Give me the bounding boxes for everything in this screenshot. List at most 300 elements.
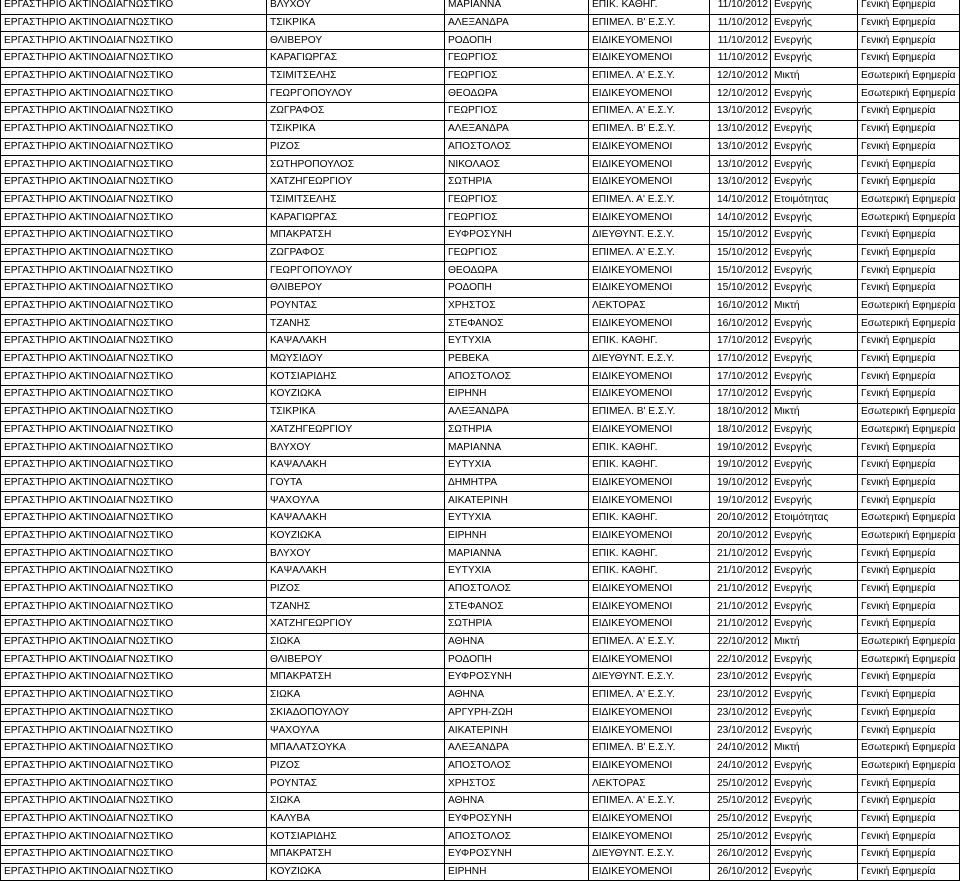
firstname-cell[interactable]: ΑΘΗΝΑ	[445, 686, 589, 704]
department-cell[interactable]: ΕΡΓΑΣΤΗΡΙΟ ΑΚΤΙΝΟΔΙΑΓΝΩΣΤΙΚΟ	[1, 846, 267, 864]
duty-type-cell[interactable]: Μικτή	[771, 297, 858, 315]
duty-type-cell[interactable]: Ενεργής	[771, 598, 858, 616]
surname-cell[interactable]: ΧΑΤΖΗΓΕΩΡΓΙΟΥ	[267, 616, 445, 634]
date-cell[interactable]: 13/10/2012	[710, 103, 771, 121]
department-cell[interactable]: ΕΡΓΑΣΤΗΡΙΟ ΑΚΤΙΝΟΔΙΑΓΝΩΣΤΙΚΟ	[1, 103, 267, 121]
date-cell[interactable]: 18/10/2012	[710, 403, 771, 421]
duty-category-cell[interactable]: Εσωτερική Εφημερία	[858, 509, 960, 527]
duty-type-cell[interactable]: Ενεργής	[771, 333, 858, 351]
duty-category-cell[interactable]: Γενική Εφημερία	[858, 368, 960, 386]
date-cell[interactable]: 13/10/2012	[710, 156, 771, 174]
position-cell[interactable]: ΕΙΔΙΚΕΥΟΜΕΝΟΙ	[589, 156, 710, 174]
duty-category-cell[interactable]: Γενική Εφημερία	[858, 704, 960, 722]
department-cell[interactable]: ΕΡΓΑΣΤΗΡΙΟ ΑΚΤΙΝΟΔΙΑΓΝΩΣΤΙΚΟ	[1, 492, 267, 510]
department-cell[interactable]: ΕΡΓΑΣΤΗΡΙΟ ΑΚΤΙΝΟΔΙΑΓΝΩΣΤΙΚΟ	[1, 828, 267, 846]
department-cell[interactable]: ΕΡΓΑΣΤΗΡΙΟ ΑΚΤΙΝΟΔΙΑΓΝΩΣΤΙΚΟ	[1, 792, 267, 810]
duty-type-cell[interactable]: Ενεργής	[771, 757, 858, 775]
duty-category-cell[interactable]: Γενική Εφημερία	[858, 244, 960, 262]
duty-category-cell[interactable]: Γενική Εφημερία	[858, 686, 960, 704]
duty-type-cell[interactable]: Ενεργής	[771, 32, 858, 50]
firstname-cell[interactable]: ΑΛΕΞΑΝΔΡΑ	[445, 14, 589, 32]
date-cell[interactable]: 17/10/2012	[710, 386, 771, 404]
surname-cell[interactable]: ΚΑΨΑΛΑΚΗ	[267, 509, 445, 527]
department-cell[interactable]: ΕΡΓΑΣΤΗΡΙΟ ΑΚΤΙΝΟΔΙΑΓΝΩΣΤΙΚΟ	[1, 138, 267, 156]
firstname-cell[interactable]: ΓΕΩΡΓΙΟΣ	[445, 191, 589, 209]
surname-cell[interactable]: ΘΛΙΒΕΡΟΥ	[267, 651, 445, 669]
date-cell[interactable]: 17/10/2012	[710, 368, 771, 386]
surname-cell[interactable]: ΜΠΑΛΑΤΣΟΥΚΑ	[267, 739, 445, 757]
department-cell[interactable]: ΕΡΓΑΣΤΗΡΙΟ ΑΚΤΙΝΟΔΙΑΓΝΩΣΤΙΚΟ	[1, 403, 267, 421]
position-cell[interactable]: ΕΙΔΙΚΕΥΟΜΕΝΟΙ	[589, 138, 710, 156]
duty-category-cell[interactable]: Γενική Εφημερία	[858, 456, 960, 474]
position-cell[interactable]: ΕΙΔΙΚΕΥΟΜΕΝΟΙ	[589, 421, 710, 439]
department-cell[interactable]: ΕΡΓΑΣΤΗΡΙΟ ΑΚΤΙΝΟΔΙΑΓΝΩΣΤΙΚΟ	[1, 545, 267, 563]
duty-category-cell[interactable]: Γενική Εφημερία	[858, 350, 960, 368]
duty-category-cell[interactable]: Γενική Εφημερία	[858, 138, 960, 156]
position-cell[interactable]: ΕΙΔΙΚΕΥΟΜΕΝΟΙ	[589, 368, 710, 386]
date-cell[interactable]: 11/10/2012	[710, 50, 771, 68]
department-cell[interactable]: ΕΡΓΑΣΤΗΡΙΟ ΑΚΤΙΝΟΔΙΑΓΝΩΣΤΙΚΟ	[1, 474, 267, 492]
position-cell[interactable]: ΕΠΙΜΕΛ. Β' Ε.Σ.Υ.	[589, 403, 710, 421]
date-cell[interactable]: 24/10/2012	[710, 757, 771, 775]
duty-type-cell[interactable]: Ενεργής	[771, 226, 858, 244]
duty-category-cell[interactable]: Εσωτερική Εφημερία	[858, 757, 960, 775]
surname-cell[interactable]: ΤΖΑΝΗΣ	[267, 315, 445, 333]
firstname-cell[interactable]: ΣΤΕΦΑΝΟΣ	[445, 315, 589, 333]
position-cell[interactable]: ΕΙΔΙΚΕΥΟΜΕΝΟΙ	[589, 704, 710, 722]
duty-type-cell[interactable]: Ενεργής	[771, 209, 858, 227]
duty-category-cell[interactable]: Γενική Εφημερία	[858, 32, 960, 50]
firstname-cell[interactable]: ΕΥΤΥΧΙΑ	[445, 563, 589, 581]
department-cell[interactable]: ΕΡΓΑΣΤΗΡΙΟ ΑΚΤΙΝΟΔΙΑΓΝΩΣΤΙΚΟ	[1, 191, 267, 209]
position-cell[interactable]: ΕΙΔΙΚΕΥΟΜΕΝΟΙ	[589, 492, 710, 510]
firstname-cell[interactable]: ΡΟΔΟΠΗ	[445, 32, 589, 50]
department-cell[interactable]: ΕΡΓΑΣΤΗΡΙΟ ΑΚΤΙΝΟΔΙΑΓΝΩΣΤΙΚΟ	[1, 722, 267, 740]
firstname-cell[interactable]: ΝΙΚΟΛΑΟΣ	[445, 156, 589, 174]
position-cell[interactable]: ΕΠΙΚ. ΚΑΘΗΓ.	[589, 545, 710, 563]
date-cell[interactable]: 13/10/2012	[710, 138, 771, 156]
date-cell[interactable]: 26/10/2012	[710, 846, 771, 864]
department-cell[interactable]: ΕΡΓΑΣΤΗΡΙΟ ΑΚΤΙΝΟΔΙΑΓΝΩΣΤΙΚΟ	[1, 209, 267, 227]
position-cell[interactable]: ΕΙΔΙΚΕΥΟΜΕΝΟΙ	[589, 173, 710, 191]
firstname-cell[interactable]: ΕΙΡΗΝΗ	[445, 527, 589, 545]
date-cell[interactable]: 14/10/2012	[710, 191, 771, 209]
surname-cell[interactable]: ΘΛΙΒΕΡΟΥ	[267, 32, 445, 50]
duty-type-cell[interactable]: Μικτή	[771, 739, 858, 757]
duty-category-cell[interactable]: Εσωτερική Εφημερία	[858, 739, 960, 757]
surname-cell[interactable]: ΤΣΙΚΡΙΚΑ	[267, 14, 445, 32]
department-cell[interactable]: ΕΡΓΑΣΤΗΡΙΟ ΑΚΤΙΝΟΔΙΑΓΝΩΣΤΙΚΟ	[1, 244, 267, 262]
duty-category-cell[interactable]: Γενική Εφημερία	[858, 280, 960, 298]
surname-cell[interactable]: ΣΚΙΑΔΟΠΟΥΛΟΥ	[267, 704, 445, 722]
position-cell[interactable]: ΔΙΕΥΘΥΝΤ. Ε.Σ.Υ.	[589, 350, 710, 368]
duty-type-cell[interactable]: Ενεργής	[771, 156, 858, 174]
duty-type-cell[interactable]: Ενεργής	[771, 244, 858, 262]
firstname-cell[interactable]: ΕΥΦΡΟΣΥΝΗ	[445, 226, 589, 244]
surname-cell[interactable]: ΓΕΩΡΓΟΠΟΥΛΟΥ	[267, 262, 445, 280]
date-cell[interactable]: 20/10/2012	[710, 509, 771, 527]
surname-cell[interactable]: ΚΟΥΖΙΩΚΑ	[267, 863, 445, 881]
firstname-cell[interactable]: ΡΟΔΟΠΗ	[445, 651, 589, 669]
surname-cell[interactable]: ΘΛΙΒΕΡΟΥ	[267, 280, 445, 298]
duty-type-cell[interactable]: Μικτή	[771, 403, 858, 421]
position-cell[interactable]: ΕΠΙΜΕΛ. Α' Ε.Σ.Υ.	[589, 244, 710, 262]
surname-cell[interactable]: ΚΟΥΖΙΩΚΑ	[267, 386, 445, 404]
position-cell[interactable]: ΕΠΙΜΕΛ. Α' Ε.Σ.Υ.	[589, 792, 710, 810]
position-cell[interactable]: ΕΙΔΙΚΕΥΟΜΕΝΟΙ	[589, 315, 710, 333]
firstname-cell[interactable]: ΕΥΦΡΟΣΥΝΗ	[445, 669, 589, 687]
firstname-cell[interactable]: ΔΗΜΗΤΡΑ	[445, 474, 589, 492]
department-cell[interactable]: ΕΡΓΑΣΤΗΡΙΟ ΑΚΤΙΝΟΔΙΑΓΝΩΣΤΙΚΟ	[1, 32, 267, 50]
duty-type-cell[interactable]: Ενεργής	[771, 262, 858, 280]
date-cell[interactable]: 19/10/2012	[710, 492, 771, 510]
surname-cell[interactable]: ΒΛΥΧΟΥ	[267, 0, 445, 14]
surname-cell[interactable]: ΧΑΤΖΗΓΕΩΡΓΙΟΥ	[267, 421, 445, 439]
position-cell[interactable]: ΕΙΔΙΚΕΥΟΜΕΝΟΙ	[589, 757, 710, 775]
firstname-cell[interactable]: ΑΛΕΞΑΝΔΡΑ	[445, 739, 589, 757]
department-cell[interactable]: ΕΡΓΑΣΤΗΡΙΟ ΑΚΤΙΝΟΔΙΑΓΝΩΣΤΙΚΟ	[1, 651, 267, 669]
department-cell[interactable]: ΕΡΓΑΣΤΗΡΙΟ ΑΚΤΙΝΟΔΙΑΓΝΩΣΤΙΚΟ	[1, 775, 267, 793]
firstname-cell[interactable]: ΕΥΦΡΟΣΥΝΗ	[445, 810, 589, 828]
position-cell[interactable]: ΕΠΙΚ. ΚΑΘΗΓ.	[589, 563, 710, 581]
position-cell[interactable]: ΕΙΔΙΚΕΥΟΜΕΝΟΙ	[589, 32, 710, 50]
department-cell[interactable]: ΕΡΓΑΣΤΗΡΙΟ ΑΚΤΙΝΟΔΙΑΓΝΩΣΤΙΚΟ	[1, 704, 267, 722]
duty-category-cell[interactable]: Εσωτερική Εφημερία	[858, 67, 960, 85]
date-cell[interactable]: 21/10/2012	[710, 580, 771, 598]
department-cell[interactable]: ΕΡΓΑΣΤΗΡΙΟ ΑΚΤΙΝΟΔΙΑΓΝΩΣΤΙΚΟ	[1, 156, 267, 174]
date-cell[interactable]: 21/10/2012	[710, 563, 771, 581]
duty-type-cell[interactable]: Ενεργής	[771, 439, 858, 457]
firstname-cell[interactable]: ΘΕΟΔΩΡΑ	[445, 85, 589, 103]
position-cell[interactable]: ΔΙΕΥΘΥΝΤ. Ε.Σ.Υ.	[589, 669, 710, 687]
duty-category-cell[interactable]: Γενική Εφημερία	[858, 262, 960, 280]
department-cell[interactable]: ΕΡΓΑΣΤΗΡΙΟ ΑΚΤΙΝΟΔΙΑΓΝΩΣΤΙΚΟ	[1, 580, 267, 598]
duty-category-cell[interactable]: Γενική Εφημερία	[858, 386, 960, 404]
duty-category-cell[interactable]: Εσωτερική Εφημερία	[858, 403, 960, 421]
position-cell[interactable]: ΕΠΙΜΕΛ. Α' Ε.Σ.Υ.	[589, 686, 710, 704]
surname-cell[interactable]: ΣΙΩΚΑ	[267, 792, 445, 810]
surname-cell[interactable]: ΚΑΨΑΛΑΚΗ	[267, 333, 445, 351]
date-cell[interactable]: 21/10/2012	[710, 616, 771, 634]
duty-category-cell[interactable]: Εσωτερική Εφημερία	[858, 191, 960, 209]
department-cell[interactable]: ΕΡΓΑΣΤΗΡΙΟ ΑΚΤΙΝΟΔΙΑΓΝΩΣΤΙΚΟ	[1, 333, 267, 351]
duty-category-cell[interactable]: Γενική Εφημερία	[858, 722, 960, 740]
surname-cell[interactable]: ΜΩΥΣΙΔΟΥ	[267, 350, 445, 368]
firstname-cell[interactable]: ΡΟΔΟΠΗ	[445, 280, 589, 298]
department-cell[interactable]: ΕΡΓΑΣΤΗΡΙΟ ΑΚΤΙΝΟΔΙΑΓΝΩΣΤΙΚΟ	[1, 527, 267, 545]
date-cell[interactable]: 11/10/2012	[710, 32, 771, 50]
firstname-cell[interactable]: ΑΙΚΑΤΕΡΙΝΗ	[445, 492, 589, 510]
duty-category-cell[interactable]: Γενική Εφημερία	[858, 120, 960, 138]
duty-category-cell[interactable]: Εσωτερική Εφημερία	[858, 421, 960, 439]
surname-cell[interactable]: ΤΣΙΜΙΤΣΕΛΗΣ	[267, 67, 445, 85]
duty-category-cell[interactable]: Γενική Εφημερία	[858, 173, 960, 191]
position-cell[interactable]: ΕΠΙΚ. ΚΑΘΗΓ.	[589, 0, 710, 14]
surname-cell[interactable]: ΜΠΑΚΡΑΤΣΗ	[267, 846, 445, 864]
surname-cell[interactable]: ΚΑΡΑΓΙΩΡΓΑΣ	[267, 50, 445, 68]
department-cell[interactable]: ΕΡΓΑΣΤΗΡΙΟ ΑΚΤΙΝΟΔΙΑΓΝΩΣΤΙΚΟ	[1, 173, 267, 191]
duty-type-cell[interactable]: Ενεργής	[771, 527, 858, 545]
firstname-cell[interactable]: ΣΩΤΗΡΙΑ	[445, 173, 589, 191]
firstname-cell[interactable]: ΑΛΕΞΑΝΔΡΑ	[445, 403, 589, 421]
surname-cell[interactable]: ΣΙΩΚΑ	[267, 633, 445, 651]
date-cell[interactable]: 23/10/2012	[710, 704, 771, 722]
position-cell[interactable]: ΕΙΔΙΚΕΥΟΜΕΝΟΙ	[589, 50, 710, 68]
duty-type-cell[interactable]: Ενεργής	[771, 775, 858, 793]
duty-category-cell[interactable]: Εσωτερική Εφημερία	[858, 651, 960, 669]
position-cell[interactable]: ΕΠΙΜΕΛ. Β' Ε.Σ.Υ.	[589, 739, 710, 757]
duty-type-cell[interactable]: Ενεργής	[771, 492, 858, 510]
position-cell[interactable]: ΕΠΙΜΕΛ. Α' Ε.Σ.Υ.	[589, 67, 710, 85]
duty-category-cell[interactable]: Γενική Εφημερία	[858, 792, 960, 810]
department-cell[interactable]: ΕΡΓΑΣΤΗΡΙΟ ΑΚΤΙΝΟΔΙΑΓΝΩΣΤΙΚΟ	[1, 810, 267, 828]
surname-cell[interactable]: ΒΛΥΧΟΥ	[267, 545, 445, 563]
duty-category-cell[interactable]: Γενική Εφημερία	[858, 492, 960, 510]
duty-type-cell[interactable]: Μικτή	[771, 67, 858, 85]
surname-cell[interactable]: ΓΟΥΤΑ	[267, 474, 445, 492]
date-cell[interactable]: 25/10/2012	[710, 775, 771, 793]
duty-category-cell[interactable]: Εσωτερική Εφημερία	[858, 209, 960, 227]
date-cell[interactable]: 21/10/2012	[710, 598, 771, 616]
duty-type-cell[interactable]: Ενεργής	[771, 280, 858, 298]
date-cell[interactable]: 12/10/2012	[710, 67, 771, 85]
duty-category-cell[interactable]: Γενική Εφημερία	[858, 50, 960, 68]
position-cell[interactable]: ΕΙΔΙΚΕΥΟΜΕΝΟΙ	[589, 828, 710, 846]
firstname-cell[interactable]: ΓΕΩΡΓΙΟΣ	[445, 67, 589, 85]
duty-type-cell[interactable]: Μικτή	[771, 633, 858, 651]
position-cell[interactable]: ΕΙΔΙΚΕΥΟΜΕΝΟΙ	[589, 616, 710, 634]
firstname-cell[interactable]: ΜΑΡΙΑΝΝΑ	[445, 0, 589, 14]
duty-type-cell[interactable]: Ενεργής	[771, 386, 858, 404]
firstname-cell[interactable]: ΕΥΤΥΧΙΑ	[445, 333, 589, 351]
duty-category-cell[interactable]: Γενική Εφημερία	[858, 775, 960, 793]
firstname-cell[interactable]: ΕΥΤΥΧΙΑ	[445, 509, 589, 527]
duty-type-cell[interactable]: Ενεργής	[771, 686, 858, 704]
duty-category-cell[interactable]: Γενική Εφημερία	[858, 863, 960, 881]
date-cell[interactable]: 14/10/2012	[710, 209, 771, 227]
firstname-cell[interactable]: ΕΙΡΗΝΗ	[445, 863, 589, 881]
duty-type-cell[interactable]: Ενεργής	[771, 863, 858, 881]
department-cell[interactable]: ΕΡΓΑΣΤΗΡΙΟ ΑΚΤΙΝΟΔΙΑΓΝΩΣΤΙΚΟ	[1, 67, 267, 85]
surname-cell[interactable]: ΜΠΑΚΡΑΤΣΗ	[267, 669, 445, 687]
date-cell[interactable]: 15/10/2012	[710, 262, 771, 280]
position-cell[interactable]: ΕΠΙΜΕΛ. Β' Ε.Σ.Υ.	[589, 14, 710, 32]
duty-type-cell[interactable]: Ενεργής	[771, 103, 858, 121]
department-cell[interactable]: ΕΡΓΑΣΤΗΡΙΟ ΑΚΤΙΝΟΔΙΑΓΝΩΣΤΙΚΟ	[1, 14, 267, 32]
position-cell[interactable]: ΕΙΔΙΚΕΥΟΜΕΝΟΙ	[589, 527, 710, 545]
surname-cell[interactable]: ΤΖΑΝΗΣ	[267, 598, 445, 616]
duty-type-cell[interactable]: Ενεργής	[771, 138, 858, 156]
position-cell[interactable]: ΛΕΚΤΟΡΑΣ	[589, 297, 710, 315]
surname-cell[interactable]: ΨΑΧΟΥΛΑ	[267, 722, 445, 740]
department-cell[interactable]: ΕΡΓΑΣΤΗΡΙΟ ΑΚΤΙΝΟΔΙΑΓΝΩΣΤΙΚΟ	[1, 739, 267, 757]
surname-cell[interactable]: ΖΩΓΡΑΦΟΣ	[267, 103, 445, 121]
position-cell[interactable]: ΕΠΙΜΕΛ. Α' Ε.Σ.Υ.	[589, 103, 710, 121]
department-cell[interactable]: ΕΡΓΑΣΤΗΡΙΟ ΑΚΤΙΝΟΔΙΑΓΝΩΣΤΙΚΟ	[1, 757, 267, 775]
position-cell[interactable]: ΕΠΙΚ. ΚΑΘΗΓ.	[589, 509, 710, 527]
firstname-cell[interactable]: ΓΕΩΡΓΙΟΣ	[445, 244, 589, 262]
position-cell[interactable]: ΕΙΔΙΚΕΥΟΜΕΝΟΙ	[589, 280, 710, 298]
duty-category-cell[interactable]: Γενική Εφημερία	[858, 439, 960, 457]
surname-cell[interactable]: ΚΑΨΑΛΑΚΗ	[267, 563, 445, 581]
department-cell[interactable]: ΕΡΓΑΣΤΗΡΙΟ ΑΚΤΙΝΟΔΙΑΓΝΩΣΤΙΚΟ	[1, 669, 267, 687]
position-cell[interactable]: ΕΙΔΙΚΕΥΟΜΕΝΟΙ	[589, 722, 710, 740]
firstname-cell[interactable]: ΕΥΦΡΟΣΥΝΗ	[445, 846, 589, 864]
department-cell[interactable]: ΕΡΓΑΣΤΗΡΙΟ ΑΚΤΙΝΟΔΙΑΓΝΩΣΤΙΚΟ	[1, 863, 267, 881]
date-cell[interactable]: 17/10/2012	[710, 333, 771, 351]
date-cell[interactable]: 23/10/2012	[710, 686, 771, 704]
duty-type-cell[interactable]: Ενεργής	[771, 421, 858, 439]
firstname-cell[interactable]: ΑΠΟΣΤΟΛΟΣ	[445, 368, 589, 386]
duty-category-cell[interactable]: Εσωτερική Εφημερία	[858, 297, 960, 315]
duty-type-cell[interactable]: Ενεργής	[771, 792, 858, 810]
position-cell[interactable]: ΕΙΔΙΚΕΥΟΜΕΝΟΙ	[589, 386, 710, 404]
duty-type-cell[interactable]: Ενεργής	[771, 669, 858, 687]
duty-type-cell[interactable]: Ετοιμότητας	[771, 509, 858, 527]
surname-cell[interactable]: ΨΑΧΟΥΛΑ	[267, 492, 445, 510]
position-cell[interactable]: ΕΠΙΜΕΛ. Α' Ε.Σ.Υ.	[589, 633, 710, 651]
surname-cell[interactable]: ΚΟΤΣΙΑΡΙΔΗΣ	[267, 368, 445, 386]
position-cell[interactable]: ΛΕΚΤΟΡΑΣ	[589, 775, 710, 793]
date-cell[interactable]: 19/10/2012	[710, 474, 771, 492]
duty-category-cell[interactable]: Γενική Εφημερία	[858, 333, 960, 351]
surname-cell[interactable]: ΜΠΑΚΡΑΤΣΗ	[267, 226, 445, 244]
duty-type-cell[interactable]: Ενεργής	[771, 120, 858, 138]
duty-type-cell[interactable]: Ενεργής	[771, 810, 858, 828]
position-cell[interactable]: ΕΙΔΙΚΕΥΟΜΕΝΟΙ	[589, 598, 710, 616]
surname-cell[interactable]: ΣΙΩΚΑ	[267, 686, 445, 704]
date-cell[interactable]: 16/10/2012	[710, 315, 771, 333]
date-cell[interactable]: 23/10/2012	[710, 669, 771, 687]
duty-category-cell[interactable]: Γενική Εφημερία	[858, 545, 960, 563]
date-cell[interactable]: 25/10/2012	[710, 828, 771, 846]
position-cell[interactable]: ΔΙΕΥΘΥΝΤ. Ε.Σ.Υ.	[589, 846, 710, 864]
duty-category-cell[interactable]: Εσωτερική Εφημερία	[858, 315, 960, 333]
duty-category-cell[interactable]: Γενική Εφημερία	[858, 156, 960, 174]
date-cell[interactable]: 22/10/2012	[710, 633, 771, 651]
duty-category-cell[interactable]: Γενική Εφημερία	[858, 828, 960, 846]
date-cell[interactable]: 20/10/2012	[710, 527, 771, 545]
duty-type-cell[interactable]: Ενεργής	[771, 651, 858, 669]
duty-category-cell[interactable]: Γενική Εφημερία	[858, 474, 960, 492]
duty-type-cell[interactable]: Ενεργής	[771, 368, 858, 386]
date-cell[interactable]: 11/10/2012	[710, 0, 771, 14]
duty-category-cell[interactable]: Γενική Εφημερία	[858, 616, 960, 634]
date-cell[interactable]: 15/10/2012	[710, 280, 771, 298]
surname-cell[interactable]: ΒΛΥΧΟΥ	[267, 439, 445, 457]
duty-category-cell[interactable]: Γενική Εφημερία	[858, 226, 960, 244]
duty-category-cell[interactable]: Εσωτερική Εφημερία	[858, 633, 960, 651]
department-cell[interactable]: ΕΡΓΑΣΤΗΡΙΟ ΑΚΤΙΝΟΔΙΑΓΝΩΣΤΙΚΟ	[1, 686, 267, 704]
duty-type-cell[interactable]: Ετοιμότητας	[771, 191, 858, 209]
surname-cell[interactable]: ΧΑΤΖΗΓΕΩΡΓΙΟΥ	[267, 173, 445, 191]
department-cell[interactable]: ΕΡΓΑΣΤΗΡΙΟ ΑΚΤΙΝΟΔΙΑΓΝΩΣΤΙΚΟ	[1, 0, 267, 14]
duty-category-cell[interactable]: Γενική Εφημερία	[858, 103, 960, 121]
duty-type-cell[interactable]: Ενεργής	[771, 50, 858, 68]
firstname-cell[interactable]: ΜΑΡΙΑΝΝΑ	[445, 439, 589, 457]
department-cell[interactable]: ΕΡΓΑΣΤΗΡΙΟ ΑΚΤΙΝΟΔΙΑΓΝΩΣΤΙΚΟ	[1, 633, 267, 651]
position-cell[interactable]: ΕΙΔΙΚΕΥΟΜΕΝΟΙ	[589, 863, 710, 881]
firstname-cell[interactable]: ΑΠΟΣΤΟΛΟΣ	[445, 580, 589, 598]
date-cell[interactable]: 24/10/2012	[710, 739, 771, 757]
duty-type-cell[interactable]: Ενεργής	[771, 0, 858, 14]
date-cell[interactable]: 15/10/2012	[710, 244, 771, 262]
position-cell[interactable]: ΕΠΙΜΕΛ. Α' Ε.Σ.Υ.	[589, 191, 710, 209]
firstname-cell[interactable]: ΑΘΗΝΑ	[445, 792, 589, 810]
duty-type-cell[interactable]: Ενεργής	[771, 85, 858, 103]
duty-category-cell[interactable]: Γενική Εφημερία	[858, 669, 960, 687]
date-cell[interactable]: 21/10/2012	[710, 545, 771, 563]
duty-type-cell[interactable]: Ενεργής	[771, 580, 858, 598]
date-cell[interactable]: 13/10/2012	[710, 173, 771, 191]
position-cell[interactable]: ΕΙΔΙΚΕΥΟΜΕΝΟΙ	[589, 474, 710, 492]
position-cell[interactable]: ΕΙΔΙΚΕΥΟΜΕΝΟΙ	[589, 209, 710, 227]
surname-cell[interactable]: ΚΟΤΣΙΑΡΙΔΗΣ	[267, 828, 445, 846]
firstname-cell[interactable]: ΑΠΟΣΤΟΛΟΣ	[445, 757, 589, 775]
duty-category-cell[interactable]: Γενική Εφημερία	[858, 0, 960, 14]
surname-cell[interactable]: ΚΟΥΖΙΩΚΑ	[267, 527, 445, 545]
firstname-cell[interactable]: ΑΠΟΣΤΟΛΟΣ	[445, 138, 589, 156]
department-cell[interactable]: ΕΡΓΑΣΤΗΡΙΟ ΑΚΤΙΝΟΔΙΑΓΝΩΣΤΙΚΟ	[1, 421, 267, 439]
duty-type-cell[interactable]: Ενεργής	[771, 456, 858, 474]
surname-cell[interactable]: ΚΑΨΑΛΑΚΗ	[267, 456, 445, 474]
duty-type-cell[interactable]: Ενεργής	[771, 722, 858, 740]
date-cell[interactable]: 13/10/2012	[710, 120, 771, 138]
date-cell[interactable]: 22/10/2012	[710, 651, 771, 669]
department-cell[interactable]: ΕΡΓΑΣΤΗΡΙΟ ΑΚΤΙΝΟΔΙΑΓΝΩΣΤΙΚΟ	[1, 50, 267, 68]
date-cell[interactable]: 17/10/2012	[710, 350, 771, 368]
department-cell[interactable]: ΕΡΓΑΣΤΗΡΙΟ ΑΚΤΙΝΟΔΙΑΓΝΩΣΤΙΚΟ	[1, 598, 267, 616]
duty-category-cell[interactable]: Γενική Εφημερία	[858, 810, 960, 828]
position-cell[interactable]: ΕΙΔΙΚΕΥΟΜΕΝΟΙ	[589, 810, 710, 828]
firstname-cell[interactable]: ΜΑΡΙΑΝΝΑ	[445, 545, 589, 563]
firstname-cell[interactable]: ΕΥΤΥΧΙΑ	[445, 456, 589, 474]
surname-cell[interactable]: ΡΙΖΟΣ	[267, 757, 445, 775]
duty-type-cell[interactable]: Ενεργής	[771, 315, 858, 333]
date-cell[interactable]: 16/10/2012	[710, 297, 771, 315]
date-cell[interactable]: 11/10/2012	[710, 14, 771, 32]
department-cell[interactable]: ΕΡΓΑΣΤΗΡΙΟ ΑΚΤΙΝΟΔΙΑΓΝΩΣΤΙΚΟ	[1, 439, 267, 457]
firstname-cell[interactable]: ΑΠΟΣΤΟΛΟΣ	[445, 828, 589, 846]
department-cell[interactable]: ΕΡΓΑΣΤΗΡΙΟ ΑΚΤΙΝΟΔΙΑΓΝΩΣΤΙΚΟ	[1, 509, 267, 527]
position-cell[interactable]: ΕΠΙΚ. ΚΑΘΗΓ.	[589, 333, 710, 351]
duty-category-cell[interactable]: Γενική Εφημερία	[858, 14, 960, 32]
department-cell[interactable]: ΕΡΓΑΣΤΗΡΙΟ ΑΚΤΙΝΟΔΙΑΓΝΩΣΤΙΚΟ	[1, 262, 267, 280]
department-cell[interactable]: ΕΡΓΑΣΤΗΡΙΟ ΑΚΤΙΝΟΔΙΑΓΝΩΣΤΙΚΟ	[1, 563, 267, 581]
date-cell[interactable]: 25/10/2012	[710, 792, 771, 810]
department-cell[interactable]: ΕΡΓΑΣΤΗΡΙΟ ΑΚΤΙΝΟΔΙΑΓΝΩΣΤΙΚΟ	[1, 456, 267, 474]
duty-type-cell[interactable]: Ενεργής	[771, 704, 858, 722]
department-cell[interactable]: ΕΡΓΑΣΤΗΡΙΟ ΑΚΤΙΝΟΔΙΑΓΝΩΣΤΙΚΟ	[1, 616, 267, 634]
department-cell[interactable]: ΕΡΓΑΣΤΗΡΙΟ ΑΚΤΙΝΟΔΙΑΓΝΩΣΤΙΚΟ	[1, 226, 267, 244]
date-cell[interactable]: 19/10/2012	[710, 456, 771, 474]
date-cell[interactable]: 12/10/2012	[710, 85, 771, 103]
department-cell[interactable]: ΕΡΓΑΣΤΗΡΙΟ ΑΚΤΙΝΟΔΙΑΓΝΩΣΤΙΚΟ	[1, 386, 267, 404]
duty-type-cell[interactable]: Ενεργής	[771, 173, 858, 191]
duty-type-cell[interactable]: Ενεργής	[771, 563, 858, 581]
department-cell[interactable]: ΕΡΓΑΣΤΗΡΙΟ ΑΚΤΙΝΟΔΙΑΓΝΩΣΤΙΚΟ	[1, 315, 267, 333]
surname-cell[interactable]: ΤΣΙΜΙΤΣΕΛΗΣ	[267, 191, 445, 209]
firstname-cell[interactable]: ΡΕΒΕΚΑ	[445, 350, 589, 368]
firstname-cell[interactable]: ΣΩΤΗΡΙΑ	[445, 616, 589, 634]
department-cell[interactable]: ΕΡΓΑΣΤΗΡΙΟ ΑΚΤΙΝΟΔΙΑΓΝΩΣΤΙΚΟ	[1, 280, 267, 298]
duty-category-cell[interactable]: Γενική Εφημερία	[858, 598, 960, 616]
duty-category-cell[interactable]: Γενική Εφημερία	[858, 846, 960, 864]
department-cell[interactable]: ΕΡΓΑΣΤΗΡΙΟ ΑΚΤΙΝΟΔΙΑΓΝΩΣΤΙΚΟ	[1, 350, 267, 368]
position-cell[interactable]: ΕΠΙΜΕΛ. Β' Ε.Σ.Υ.	[589, 120, 710, 138]
firstname-cell[interactable]: ΑΛΕΞΑΝΔΡΑ	[445, 120, 589, 138]
surname-cell[interactable]: ΡΙΖΟΣ	[267, 138, 445, 156]
